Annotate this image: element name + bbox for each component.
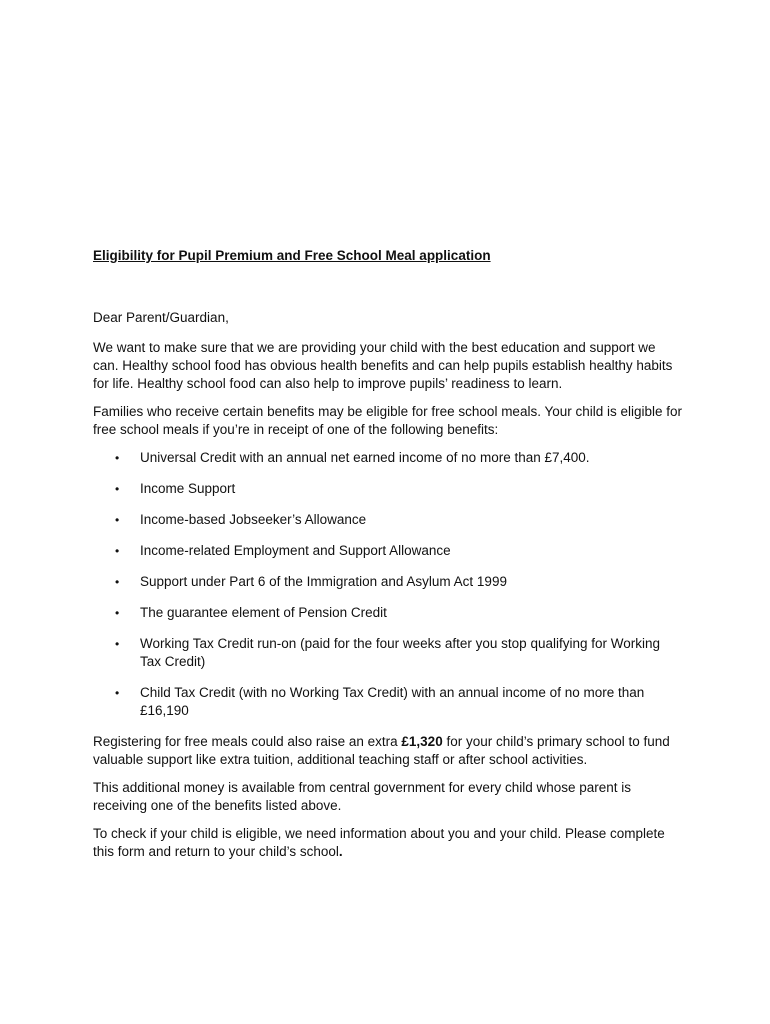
check-paragraph (93, 825, 683, 861)
bullet-icon: • (115, 637, 120, 651)
additional-paragraph: This additional money is available from central government for every child whose parent is receiving one of the benefits listed above. (93, 780, 632, 813)
bullet-icon: • (115, 606, 120, 620)
bullet-icon: • (115, 544, 120, 558)
list-item (93, 684, 683, 720)
benefit-text: The guarantee element of Pension Credit (140, 605, 387, 620)
intro-paragraph: We want to make sure that we are providing your child with the best education and support we can. Healthy school food has obvious health benefits and can help pupils establish healthy habits for life. Healthy school food can also help to improve pupils’ readiness to learn. (93, 340, 673, 391)
bullet-icon: • (115, 513, 120, 527)
registering-text-before: Registering for free meals could also raise an extra (93, 734, 402, 749)
list-item (93, 511, 683, 529)
registering-text-after: for your child’s primary school to fund valuable support like extra tuition, additional teaching staff or after school activities. (93, 734, 670, 767)
list-item (93, 604, 683, 622)
registering-paragraph (93, 733, 683, 769)
benefit-text: Income-related Employment and Support Allowance (140, 543, 451, 558)
check-end-mark: . (338, 844, 343, 859)
benefit-text: Working Tax Credit run-on (paid for the four weeks after you stop qualifying for Working Tax Credit) (140, 636, 661, 669)
list-item (93, 635, 683, 671)
benefit-text: Income-based Jobseeker’s Allowance (140, 512, 367, 527)
bullet-icon: • (115, 451, 120, 465)
letter-page (93, 247, 683, 871)
benefit-text: Child Tax Credit (with no Working Tax Credit) with an annual income of no more than £16,190 (140, 685, 645, 718)
bullet-icon: • (115, 575, 120, 589)
benefits-list (93, 449, 683, 720)
bullet-icon: • (115, 686, 120, 700)
benefit-text: Support under Part 6 of the Immigration and Asylum Act 1999 (140, 574, 507, 589)
list-item (93, 573, 683, 591)
document-title: Eligibility for Pupil Premium and Free School Meal application (93, 248, 491, 263)
list-item (93, 449, 683, 467)
check-text: To check if your child is eligible, we need information about you and your child. Please complete this form and return to your child’s school (93, 826, 665, 859)
benefit-text: Universal Credit with an annual net earned income of no more than £7,400. (140, 450, 590, 465)
extra-amount: £1,320 (401, 734, 443, 749)
benefit-text: Income Support (140, 481, 236, 496)
list-item (93, 480, 683, 498)
greeting: Dear Parent/Guardian, (93, 310, 229, 325)
bullet-icon: • (115, 482, 120, 496)
list-item (93, 542, 683, 560)
families-paragraph: Families who receive certain benefits may be eligible for free school meals. Your child is eligible for free school meals if you’re in receipt of one of the following benefits: (93, 404, 683, 437)
